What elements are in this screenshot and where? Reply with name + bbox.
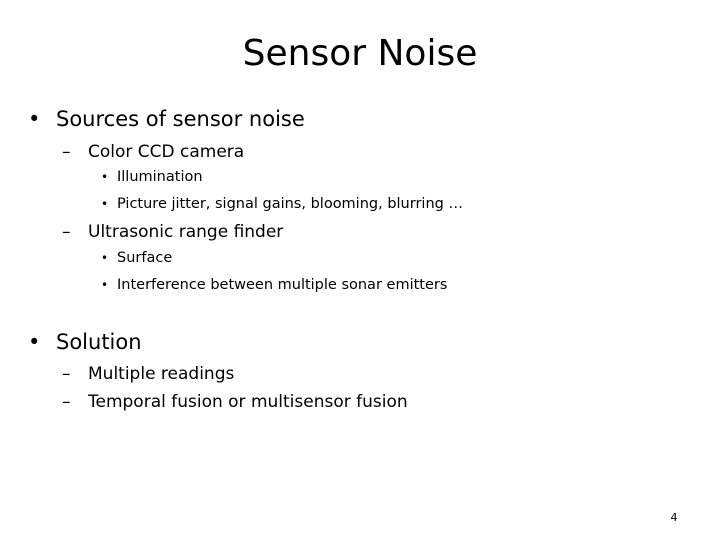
dash-marker: – <box>62 222 71 242</box>
bullet-marker: • <box>28 107 41 131</box>
slide-title: Sensor Noise <box>242 33 478 74</box>
subbullet-text: Ultrasonic range finder <box>88 222 284 242</box>
subbullet-text: Color CCD camera <box>88 142 245 162</box>
bullet-marker: • <box>28 330 41 354</box>
bullet-text: Solution <box>56 330 142 354</box>
subbullet-text: Temporal fusion or multisensor fusion <box>88 392 408 412</box>
item-text: Surface <box>117 250 173 266</box>
bullet-marker: • <box>101 251 109 265</box>
item-text: Illumination <box>117 169 203 185</box>
page-number: 4 <box>670 511 678 524</box>
item-text: Interference between multiple sonar emitters <box>117 277 448 293</box>
bullet-marker: • <box>101 197 109 211</box>
dash-marker: – <box>62 364 71 384</box>
item-text: Picture jitter, signal gains, blooming, blurring … <box>117 196 463 212</box>
dash-marker: – <box>62 142 71 162</box>
bullet-text: Sources of sensor noise <box>56 107 305 131</box>
bullet-marker: • <box>101 170 109 184</box>
dash-marker: – <box>62 392 71 412</box>
subbullet-text: Multiple readings <box>88 364 235 384</box>
bullet-marker: • <box>101 278 109 292</box>
